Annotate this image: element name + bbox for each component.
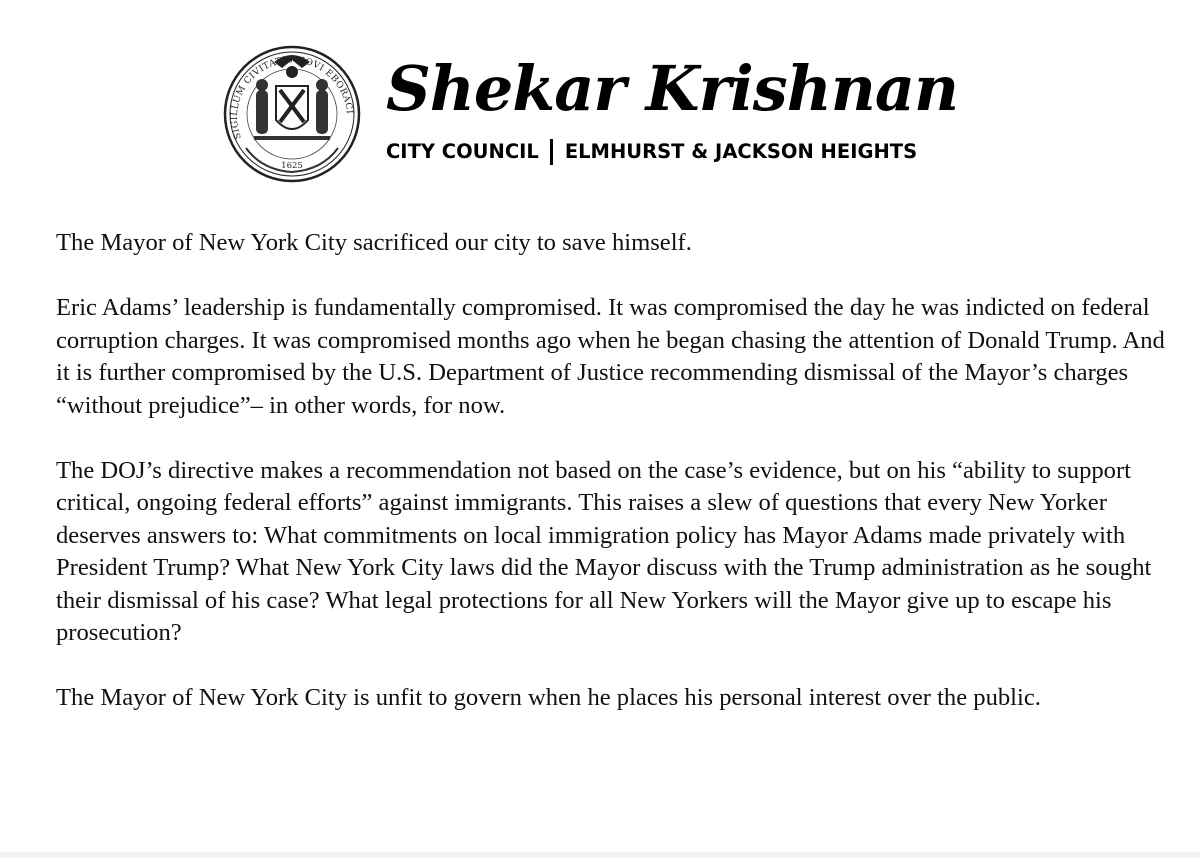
nyc-seal-logo [222, 38, 362, 186]
statement-paragraph-1: The Mayor of New York City sacrificed our city to save himself. [56, 229, 692, 256]
subtitle-divider [550, 139, 553, 165]
seal-year: 1625 [281, 161, 303, 171]
district-label: ELMHURST & JACKSON HEIGHTS [564, 140, 918, 164]
letterhead-subtitle [386, 139, 917, 165]
bottom-edge [0, 852, 1200, 858]
seal-motto: SIGILLUM CIVITATIS NOVI EBORACI [229, 55, 354, 141]
svg-text:SIGILLUM CIVITATIS NOVI EBORAC [230, 55, 354, 140]
office-label: CITY COUNCIL [386, 140, 539, 164]
statement-paragraph-3: The DOJ’s directive makes a recommendation not based on the case’s evidence, but on his “ability to support critical, ongoing federal efforts” against immigrants. This raises a slew of questions that every New Yorker deserves answers to: What commitments on local immigration policy has Mayor Adams made privately with President Trump? What New York City laws did the Mayor discuss with the Trump administration as he sought their dismissal of his case? What legal protections for all New Yorkers will the Mayor give up to escape his prosecution? [56, 456, 1152, 646]
statement-body [56, 227, 1166, 747]
council-member-name: Shekar Krishnan [386, 52, 959, 125]
statement-paragraph-2: Eric Adams’ leadership is fundamentally compromised. It was compromised the day he was indicted on federal corruption charges. It was compromised months ago when he began chasing the attention of Donald Trump. And it is further compromised by the U.S. Department of Justice recommending dismissal of the Mayor’s charges “without prejudice”– in other words, for now. [56, 294, 1165, 419]
statement-paragraph-4: The Mayor of New York City is unfit to govern when he places his personal interest over the public. [56, 684, 1041, 711]
letterhead [222, 38, 1002, 188]
